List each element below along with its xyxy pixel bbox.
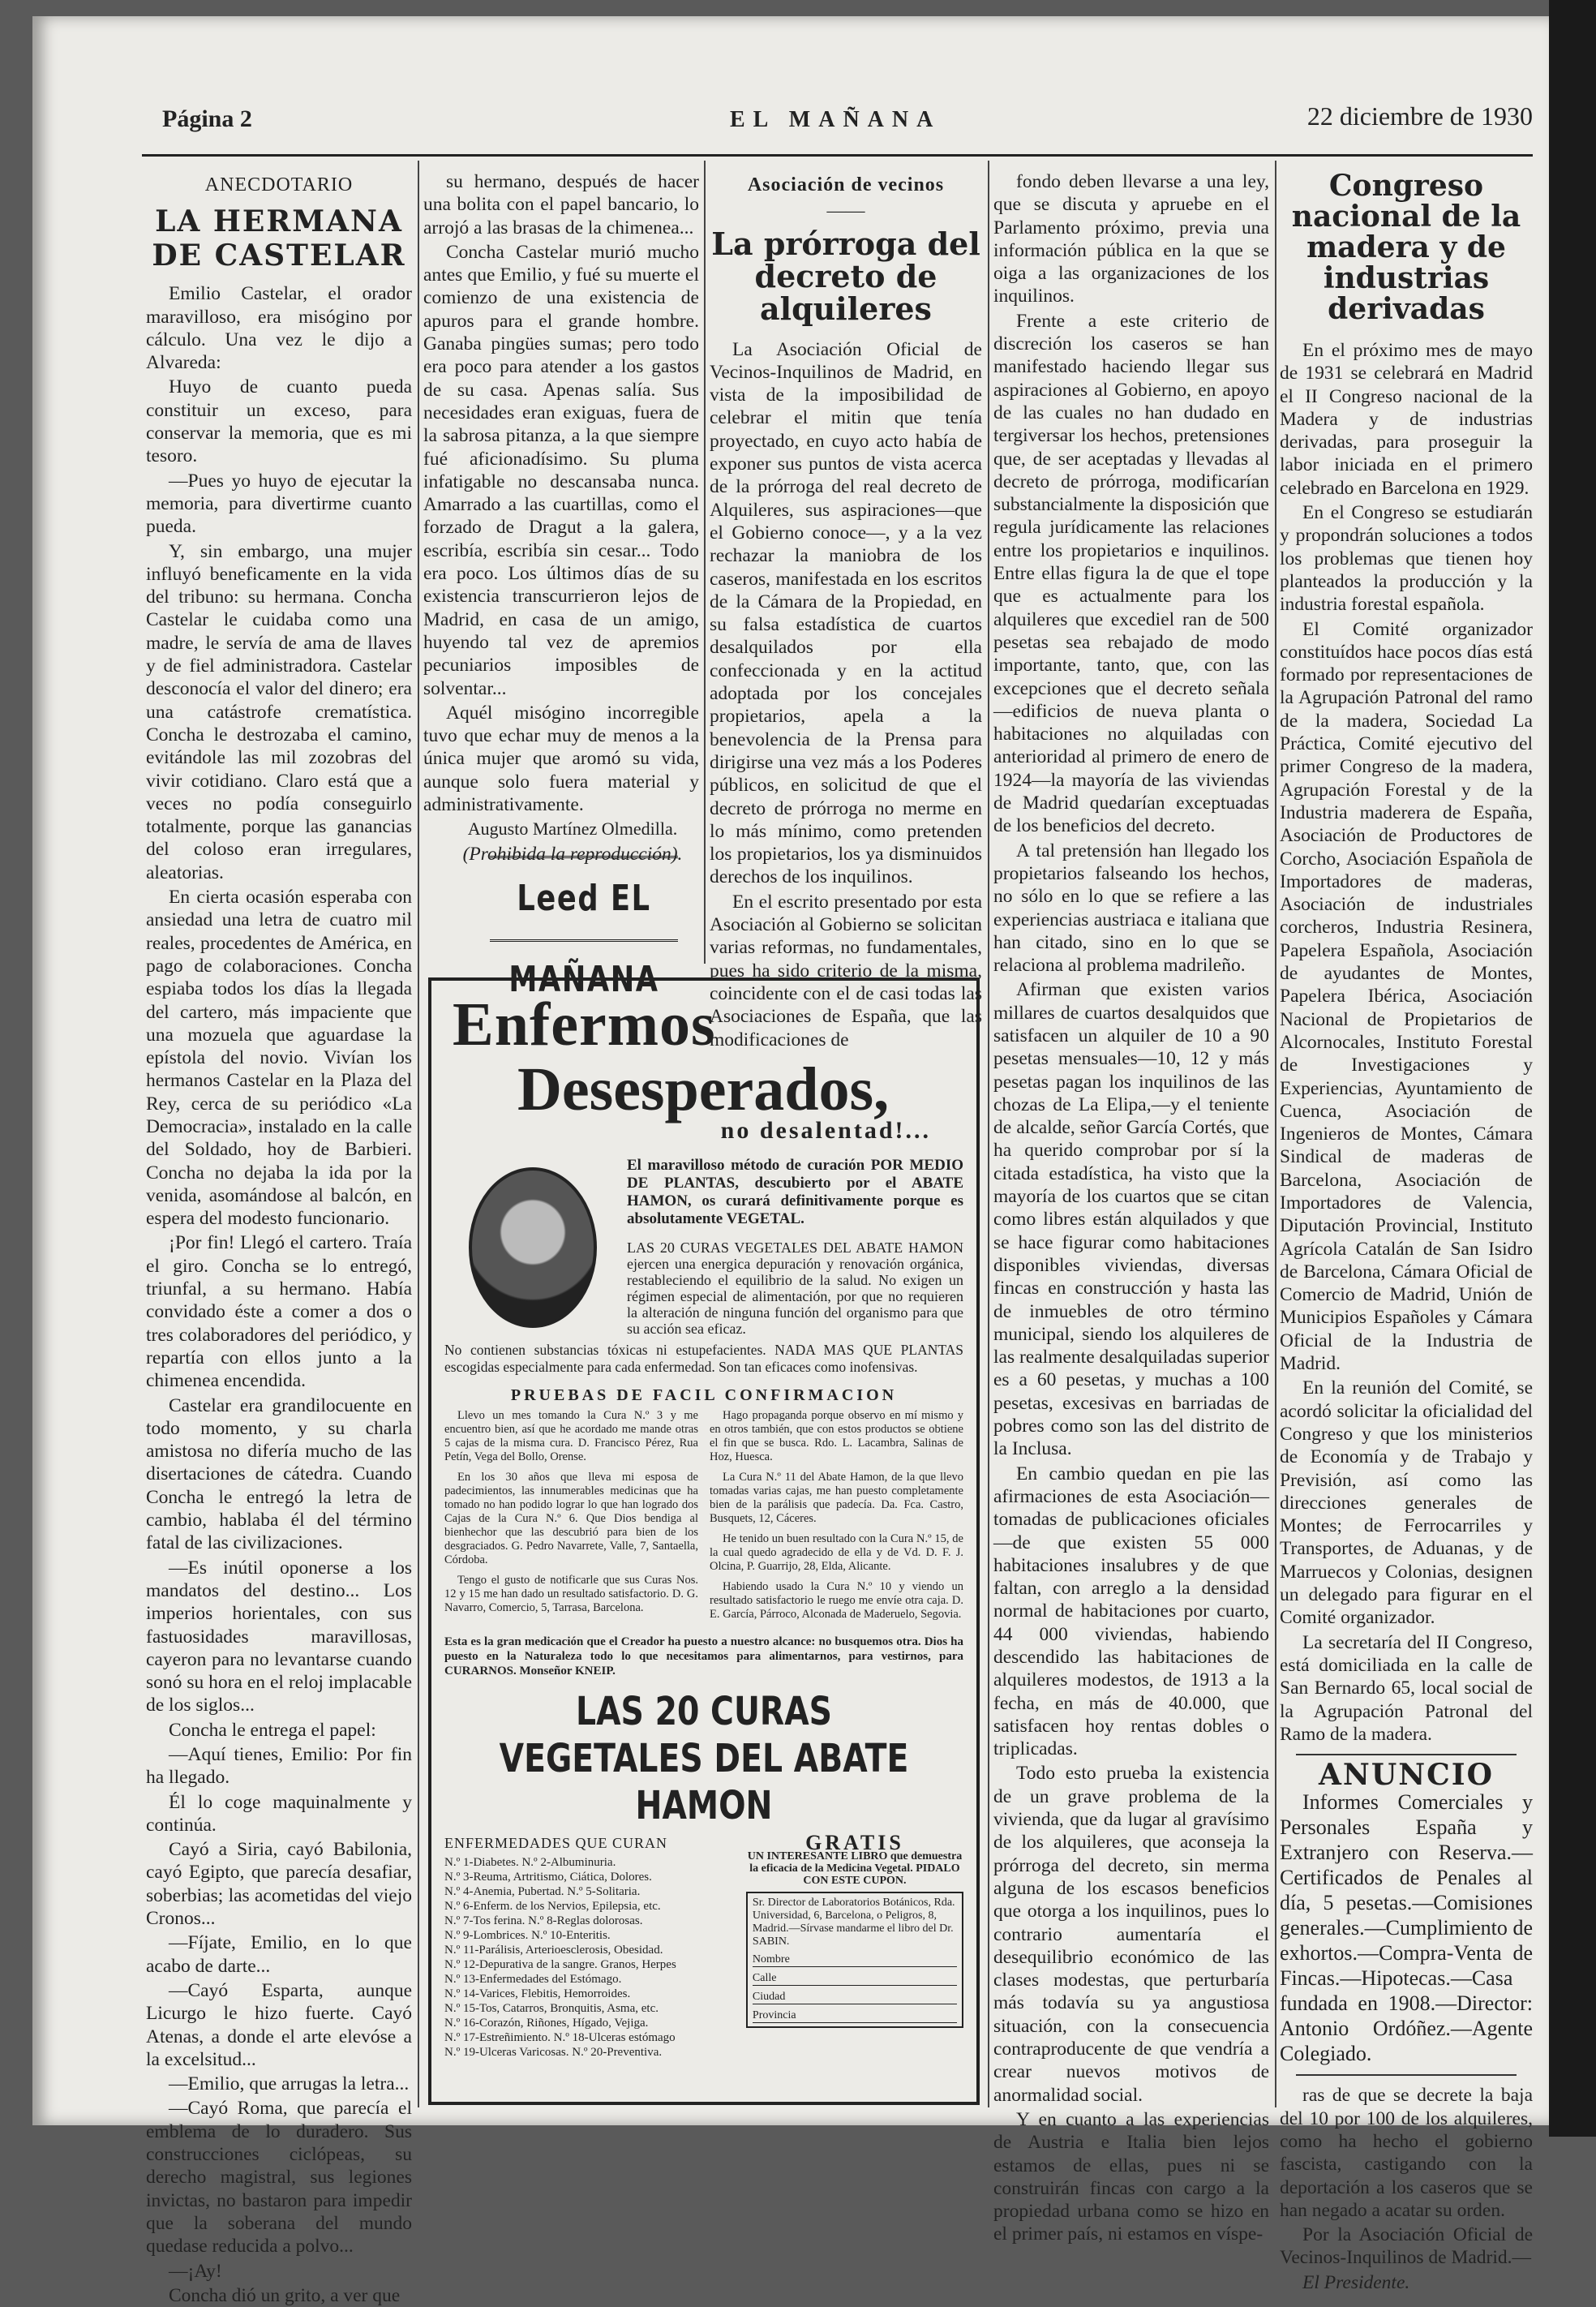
ad-big-title: LAS 20 CURAS VEGETALES DEL ABATE HAMON: [499, 1689, 909, 1828]
paragraph: Concha le entrega el papel:: [169, 1719, 376, 1741]
paragraph: —Cayó Roma, que parecía el emblema de lo duradero. Sus construcciones ciclópeas, su derecho magistral, sus legiones invictas, no bastaron para impedir que la soberana del mundo quedase reducida a polvo...: [146, 2098, 412, 2258]
coupon-field-calle: Calle: [753, 1967, 957, 1986]
paragraph: Huyo de cuanto pueda constituir un exceso, para conservar la memoria, que es mi tesoro.: [146, 376, 412, 467]
paragraph: ¡Por fin! Llegó el cartero. Traía el giro. Concha se lo entregó, triunfal, a su hermano. Había convidado éste a comer a dos o tres colaboradores del periódico, y repartía con ellos junto a la chimenea encendida.: [146, 1232, 412, 1392]
article-body: [710, 338, 982, 1051]
ad-bottom: [444, 1831, 963, 2060]
disease-item: N.º 7-Tos ferina. N.º 8-Reglas dolorosas.: [444, 1914, 643, 1927]
paragraph: Emilio Castelar, el orador maravilloso, era misógino por cálculo. Una vez le dijo a Alvareda:: [146, 283, 412, 374]
page-header: [162, 97, 1533, 146]
paragraph: La Asociación Oficial de Vecinos-Inquilinos de Madrid, en vista de la imposibilidad de celebrar el mitin que tenía proyectado, en cuyo acto había de exponer sus puntos de vista acerca de la prórroga del real decreto de Alquileres, sus aspiraciones—que el Gobierno conoce—, y a la vez rechazar la maniobra de los caseros, manifestada en los escritos de la Cámara de la Propiedad, en su falsa estadística de cuartos desalquilados por ella confeccionada y en la actitud adoptada por los concejales propietarios, apela a la benevolencia de la Prensa para dirigirse una vez más a los Poderes públicos, en solicitud de que el decreto de prórroga no merme en lo más mínimo, como pretenden los propietarios, los ya disminuidos derechos de los inquilinos.: [710, 338, 982, 888]
page-number: Página 2: [162, 105, 252, 132]
issue-date: 22 diciembre de 1930: [1306, 101, 1533, 131]
ad-pruebas-heading: PRUEBAS DE FACIL CONFIRMACION: [510, 1386, 898, 1404]
disease-item: N.º 14-Varices, Flebitis, Hemorroides.: [444, 1987, 631, 2000]
coupon-field-provincia: Provincia: [753, 2004, 957, 2023]
disease-item: N.º 15-Tos, Catarros, Bronquitis, Asma, etc.: [444, 2002, 659, 2015]
article-anecdotario-cont: [423, 170, 699, 865]
paragraph: En el próximo mes de mayo de 1931 se celebrará en Madrid el II Congreso nacional de la Madera y de industrias derivadas, para proseguir la labor iniciada en el primero celebrado en Barcelona en 1929.: [1280, 340, 1533, 499]
article-asociacion: [710, 170, 982, 1050]
testimonial: Llevo un mes tomando la Cura N.º 3 y me encuentro bien, así que he acordado me mande otras 5 cajas de la misma cura. D. Francisco Pérez, Rua Petín, Vega del Bollo, Orense.: [444, 1409, 698, 1463]
kicker: Asociación de vecinos: [747, 174, 945, 195]
signature-line: Por la Asociación Oficial de Vecinos-Inquilinos de Madrid.—: [1280, 2224, 1533, 2269]
column-rule: [704, 161, 706, 964]
disease-item: N.º 6-Enferm. de los Nervios, Epilepsia, etc.: [444, 1900, 661, 1913]
paragraph: En el Congreso se estudiarán y propondrán soluciones a todos los problemas que tienen hoy planteados la producción y la industria forestal española.: [1280, 502, 1533, 616]
article-body: [993, 170, 1269, 2246]
paragraph: —Emilio, que arrugas la letra...: [169, 2073, 410, 2095]
paragraph: Concha Castelar murió mucho antes que Emilio, y fué su muerte el comienzo de una existencia de apuros para el grande hombre. Ganaba pingües sumas; pero todo era poco para atender a los gastos de su casa. Apenas salía. Sus necesidades eran exiguas, fuera de la sabrosa pitanza, a la que siempre fué aficionadísimo. Su pluma infatigable no descansaba nunca. Amarrado a las cuartillas, como el forzado de Dragut a la galera, escribía, escribía sin cesar... Todo era poco. Los últimos días de su existencia transcurrieron lejos de Madrid, en casa de un amigo, huyendo tal vez de apremios pecuniarios imposibles de solventar...: [423, 241, 699, 699]
divider: [1296, 2074, 1517, 2076]
headline: La prórroga del decreto de alquileres: [711, 225, 980, 327]
column-rule: [1275, 161, 1276, 2107]
coupon-field-nombre: Nombre: [753, 1948, 957, 1967]
paragraph: —Cayó Esparta, aunque Licurgo le hizo fuerte. Cayó Atenas, a donde el arte elevóse a la excelsitud...: [146, 1979, 412, 2070]
divider: [1296, 1754, 1517, 1755]
paragraph: fondo deben llevarse a una ley, que se discuta y apruebe en el Parlamento próximo, previa una información pública en la que se oiga a las organizaciones de los inquilinos.: [993, 171, 1269, 307]
disease-item: N.º 1-Diabetes. N.º 2-Albuminuria.: [444, 1856, 616, 1869]
paragraph: —Aquí tienes, Emilio: Por fin ha llegado.: [146, 1744, 412, 1789]
paragraph: —Pues yo huyo de ejecutar la memoria, para divertirme cuanto pueda.: [146, 470, 412, 538]
paragraph: Frente a este criterio de discreción los caseros se han manifestado haciendo llegar sus aspiraciones al Gobierno, en apoyo de las cuales no han dudado en tergiversar los hechos, pretensiones que, de ser aceptadas y llevadas al decreto de prórroga, modificarían substancialmente la disposición que regula jurídicamente las relaciones entre los propietarios e inquilinos. Entre ellas figura la de que el tope que es actualmente para los alquileres que excediel ran de 500 pesetas sea rebajado de modo importante, tanto, que, con las excepciones que el decreto señala—edificios de nueva planta o habitaciones no alquiladas con anterioridad al primero de enero de 1924—la mayoría de las viviendas de Madrid quedarían exceptuadas de los beneficios del decreto.: [993, 310, 1269, 837]
paragraph: —Fíjate, Emilio, en lo que acabo de darte...: [146, 1932, 412, 1977]
paragraph: Castelar era grandilocuente en todo momento, y su charla amistosa no difería mucho de las disertaciones de cátedra. Cuando Concha le entregó la letra de cambio, hablaba él del término fatal de las civilizaciones.: [146, 1394, 412, 1554]
header-rule: [142, 154, 1533, 157]
coupon-area: [746, 1831, 963, 2060]
ad-subheadline: no desalentad!...: [720, 1117, 931, 1144]
anuncio-text: Informes Comerciales y Personales España y Extranjero con Reserva.—Certificados de Penales al día, 5 pesetas.—Comisiones generales.—Cumplimiento de exhortos.—Compra-Venta de Fincas.—Hipotecas.—Casa fundada en 1908.—Director: Antonio Ordóñez.—Agente Colegiado.: [1280, 1790, 1533, 2066]
author: Augusto Martínez Olmedilla.: [467, 818, 678, 840]
leed-banner: Leed EL MAÑANA: [490, 856, 678, 942]
article-body: [146, 282, 412, 2307]
anuncio-title: ANUNCIO: [1319, 1758, 1494, 1793]
disease-list: [444, 1836, 738, 2060]
disease-list-heading: ENFERMEDADES QUE CURAN: [444, 1835, 668, 1851]
advertisement-abate-hamon: [428, 977, 980, 2105]
paragraph: —Es inútil oponerse a los mandatos del destino... Los imperios horientales, con sus fastuosidades maravillosas, cayeron para no levantarse cuando sonó su hora en el reloj implacable de los siglos...: [146, 1557, 412, 1716]
headline: Congreso nacional de la madera y de industrias derivadas: [1291, 169, 1521, 326]
testimonial: La Cura N.º 11 del Abate Hamon, de la que llevo tomadas varias cajas, me han puesto completamente bien de la parálisis que padecía. Da. Fca. Castro, Busquets, 12, Cáceres.: [710, 1471, 963, 1525]
article-body: [423, 170, 699, 816]
ad-notox-text: No contienen substancias tóxicas ni estupefacientes. NADA MAS QUE PLANTAS escogidas especialmente para cada enfermedad. Son tan eficaces como inofensivas.: [444, 1342, 963, 1375]
testimonials: [444, 1409, 963, 1628]
disease-item: N.º 4-Anemia, Pubertad. N.º 5-Solitaria.: [444, 1885, 641, 1898]
divider: ——: [826, 200, 865, 222]
disease-item: N.º 12-Depurativa de la sangre. Granos, Herpes: [444, 1958, 676, 1971]
paragraph: Y en cuanto a las experiencias de Austria e Italia bien lejos estamos de ellas, pues ni se construirán fincas con cargo a la propiedad urbana como se hizo en el primer país, ni estamos en víspe-: [993, 2108, 1269, 2245]
masthead: EL MAÑANA: [730, 107, 942, 132]
paragraph: Concha dió un grito, a ver que: [169, 2284, 401, 2306]
paragraph: —¡Ay!: [169, 2260, 222, 2282]
testimonial: Habiendo usado la Cura N.º 10 y viendo un resultado satisfactorio le ruego me envíe otra caja. D. E. García, Párroco, Alconada de Maderuelo, Segovia.: [710, 1580, 963, 1621]
testimonial-column: [710, 1409, 963, 1628]
ad-headline: Enfermos: [453, 990, 716, 1059]
gratis-subtext: UN INTERESANTE LIBRO que demuestra la eficacia de la Medicina Vegetal. PIDALO CON ESTE CUPON.: [747, 1850, 963, 1887]
paragraph: El Comité organizador constituídos hace pocos días está formado por representaciones de la Agrupación Patronal del ramo de la madera, Sociedad La Práctica, Comité ejecutivo del primer Congreso de la madera, Agrupación Forestal y de la Industria maderera de España, Asociación de Productores de Corcho, Asociación Española de Importadores de maderas, Asociación de industriales corcheros, Industria Resinera, Papelera Española, Asociación de ayudantes de Montes, Papelera Ibérica, Asociación Nacional de Propietarios de Alcornocales, Instituto Forestal de Investigaciones y Experiencias, Ayuntamiento de Cuenca, Asociación de Ingenieros de Montes, Cámara Sindical de maderas de Barcelona, Asociación de Importadores de Valencia, Diputación Provincial, Instituto Agrícola Catalán de San Isidro de Barcelona, Cámara Oficial de Comercio de Madrid, Unión de Municipios Españoles y Cámara Oficial de la Industria de Madrid.: [1280, 618, 1533, 1375]
coupon-form: [746, 1892, 963, 2028]
ad-headline: Desesperados,: [517, 1055, 890, 1123]
disease-item: N.º 17-Estreñimiento. N.º 18-Ulceras estómago: [444, 2031, 676, 2044]
disease-item: N.º 19-Ulceras Varicosas. N.º 20-Preventiva.: [444, 2046, 663, 2059]
paragraph: La secretaría del II Congreso, está domiciliada en la calle de San Bernardo 65, local social de la Agrupación Patronal del Ramo de la madera.: [1280, 1631, 1533, 1745]
testimonial-column: [444, 1409, 698, 1628]
article-asociacion-cont: [993, 170, 1269, 2245]
ad-intro: El maravilloso método de curación POR MEDIO DE PLANTAS, descubierto por el ABATE HAMON, os curará definitivamente porque es absolutamente VEGETAL.: [627, 1157, 963, 1227]
paragraph: En cierta ocasión esperaba con ansiedad una letra de cuatro mil reales, procedentes de América, en pago de colaboraciones. Concha espiaba todos los días la llegada del cartero, más impaciente que una mozuela que aguardase la epístola del novio. Vivían los hermanos Castelar en la Plaza del Rey, cerca de su periódico «La Democracia», instalado en la calle del Soldado, hoy de Barbieri. Concha no dejaba la ida por la venida, asomándose al balcón, en espera del modesto funcionario.: [146, 887, 412, 1230]
disease-item: N.º 9-Lombrices. N.º 10-Enteritis.: [444, 1929, 611, 1942]
ad-kneip-quote: Esta es la gran medicación que el Creador ha puesto a nuestro alcance: no busquemos otra. Dios ha puesto en la Naturaleza todo lo que necesitamos para alimentarnos, para vestirnos, para CURARNOS. Monseñor KNEIP.: [444, 1635, 963, 1678]
paragraph: En el escrito presentado por esta Asociación al Gobierno se solicitan varias reformas, no fundamentales, pues ha sido criterio de la misma, coincidente con el de casi todas las Asociaciones de España, que las modificaciones de: [710, 891, 982, 1050]
ad-curas-text: LAS 20 CURAS VEGETALES DEL ABATE HAMON ejercen una energica depuración y renovación orgánica, restableciendo el equilibrio de la salud. No exigen un régimen especial de alimentación, por que no requieren la alteración de ninguna función del organismo para que su acción sea eficaz.: [627, 1239, 963, 1337]
reproduction-note: (Prohibida la reproducción).: [462, 843, 683, 865]
disease-item: N.º 11-Parálisis, Arterioesclerosis, Obesidad.: [444, 1944, 663, 1957]
paragraph: Afirman que existen varios millares de cuartos desalquidos que satisfacen un alquiler de 10 a 90 pesetas mensuales—10, 12 y más pesetas pagan los inquilinos de las chozas de La Elipa,—y el teniente de alcalde, señor García Cortés, que ha querido comprobar por sí la citada estadística, ha visto que la mayoría de los cuartos que se citan como libres están alquilados y que se hace figurar como habitaciones disponibles viviendas, diversas fincas en construcción y hasta las de inmuebles de otro término municipal, siendo los alquileres de las realmente desalquiladas superior es a 60 pesetas, y muchas a 100 pesetas, excesivas en barriadas de pobres como son las del distrito de la Inclusa.: [993, 979, 1269, 1460]
paragraph: En la reunión del Comité, se acordó solicitar la oficialidad del Congreso y que los ministerios de Economía y de Trabajo y Previsión, así como las direcciones generales de Montes; de Ferrocarriles y Transportes, de Aduanas, y de Marruecos y Colonias, designen un delegado para figurar en el Comité organizador.: [1280, 1377, 1533, 1629]
column-rule: [418, 161, 419, 2107]
paragraph: Todo esto prueba la existencia de un grave problema de la vivienda, que da lugar al gravísimo de los alquileres, que aconseja la prórroga del decreto, sin merma alguna de los escasos beneficios que otorga a los inquilinos, pues lo contrario aumentaría el desequilibrio económico de las clases modestas, que perturbaría más todavía su ya angustiosa situación, con la consecuencia contraproducente de que vendría a crear nuevos motivos de anormalidad social.: [993, 1763, 1269, 2106]
paragraph: A tal pretensión han llegado los propietarios falseando los hechos, no sólo en lo que se refiere a las experiencias austriaca e italiana que han citado, sino en lo que se relaciona al problema madrileño.: [993, 840, 1269, 977]
testimonial: Hago propaganda porque observo en mí mismo y en otros también, que con estos productos se obtiene el fin que se busca. Rdo. L. Lacambra, Salinas de Hoz, Huesca.: [710, 1409, 963, 1463]
testimonial: En los 30 años que lleva mi esposa de padecimientos, las innumerables medicinas que ha tomado no han podido lograr lo que han logrado dos Cajas de la Cura N.º 6. Que Dios bendiga al bienhechor que las descubrió para bien de los desgraciados. G. Pedro Navarrete, Valle, 7, Santaella, Córdoba.: [444, 1471, 698, 1566]
coupon-field-ciudad: Ciudad: [753, 1986, 957, 2004]
coupon-text: Sr. Director de Laboratorios Botánicos, Rda. Universidad, 6, Barcelona, o Peligros, 8, Madrid.—Sírvase mandarme el libro del Dr. SABIN.: [752, 1897, 955, 1948]
paragraph: En cambio quedan en pie las afirmaciones de esta Asociación—tomadas de publicaciones oficiales—de que existen 55 000 habitaciones insalubres y de que faltan, con arreglo a la densidad normal de habitaciones por cuarto, 44 000 viviendas, habiendo descendido las habitaciones de alquileres modestos, de 1913 a la fecha, en más de 40.000, que satisfacen hoy rentas dobles o triplicadas.: [993, 1463, 1269, 1760]
testimonial: He tenido un buen resultado con la Cura N.º 15, de la cual quedo agradecido de ella y de Vd. D. F. J. Olcina, P. Guarrijo, 28, Elda, Alicante.: [710, 1532, 963, 1573]
disease-items: [444, 1855, 738, 2060]
signature-title: El Presidente.: [1302, 2271, 1410, 2293]
article-congreso: [1280, 169, 1533, 2293]
next-page-edge: [1549, 0, 1596, 2137]
headline: LA HERMANA DE CASTELAR: [152, 204, 406, 273]
article-anecdotario: [146, 170, 412, 2306]
disease-item: N.º 3-Reuma, Artritismo, Ciática, Dolores.: [444, 1871, 652, 1884]
testimonial: Tengo el gusto de notificarle que sus Curas Nos. 12 y 15 me han dado un resultado satisfactorio. D. G. Navarro, Comercio, 5, Tarrasa, Barcelona.: [444, 1574, 698, 1614]
article-body: [1280, 339, 1533, 1746]
kicker: ANECDOTARIO: [204, 174, 354, 195]
paragraph: su hermano, después de hacer una bolita con el papel bancario, lo arrojó a las brasas de la chimenea...: [423, 171, 699, 238]
gratis-heading: GRATIS: [805, 1831, 904, 1854]
column-rule: [988, 161, 989, 2107]
article-continuation: ras de que se decrete la baja del 10 por 100 de los alquileres, como ha hecho el gobierno fascista, castigando con la deportación a los caseros que se han negado a acatar su orden.: [1280, 2085, 1533, 2221]
paragraph: Él lo coge maquinalmente y continúa.: [146, 1791, 412, 1836]
paragraph: Aquél misógino incorregible tuvo que echar muy de menos a la única mujer que aromó su vida, aunque solo fuera material y administrativamente.: [423, 702, 699, 816]
disease-item: N.º 16-Corazón, Riñones, Hígado, Vejiga.: [444, 2017, 649, 2030]
abate-portrait-image: [469, 1167, 597, 1328]
paragraph: Cayó a Siria, cayó Babilonia, cayó Egipto, que parecía desafiar, soberbias; las acometidas del viejo Cronos...: [146, 1839, 412, 1930]
disease-item: N.º 13-Enfermedades del Estómago.: [444, 1973, 622, 1986]
paragraph: Y, sin embargo, una mujer influyó beneficamente en la vida del tribuno: su hermana. Concha Castelar le cuidaba como una madre, le servía de ama de llaves y de fiel administradora. Castelar desconocía el valor del dinero; era una catástrofe crematística. Concha le destrozaba el camino, evitándole las mil zozobras del vivir cotidiano. Claro está que a veces no podía conseguirlo totalmente, porque las ganancias del coloso eran irregulares, aleatorias.: [146, 540, 412, 883]
